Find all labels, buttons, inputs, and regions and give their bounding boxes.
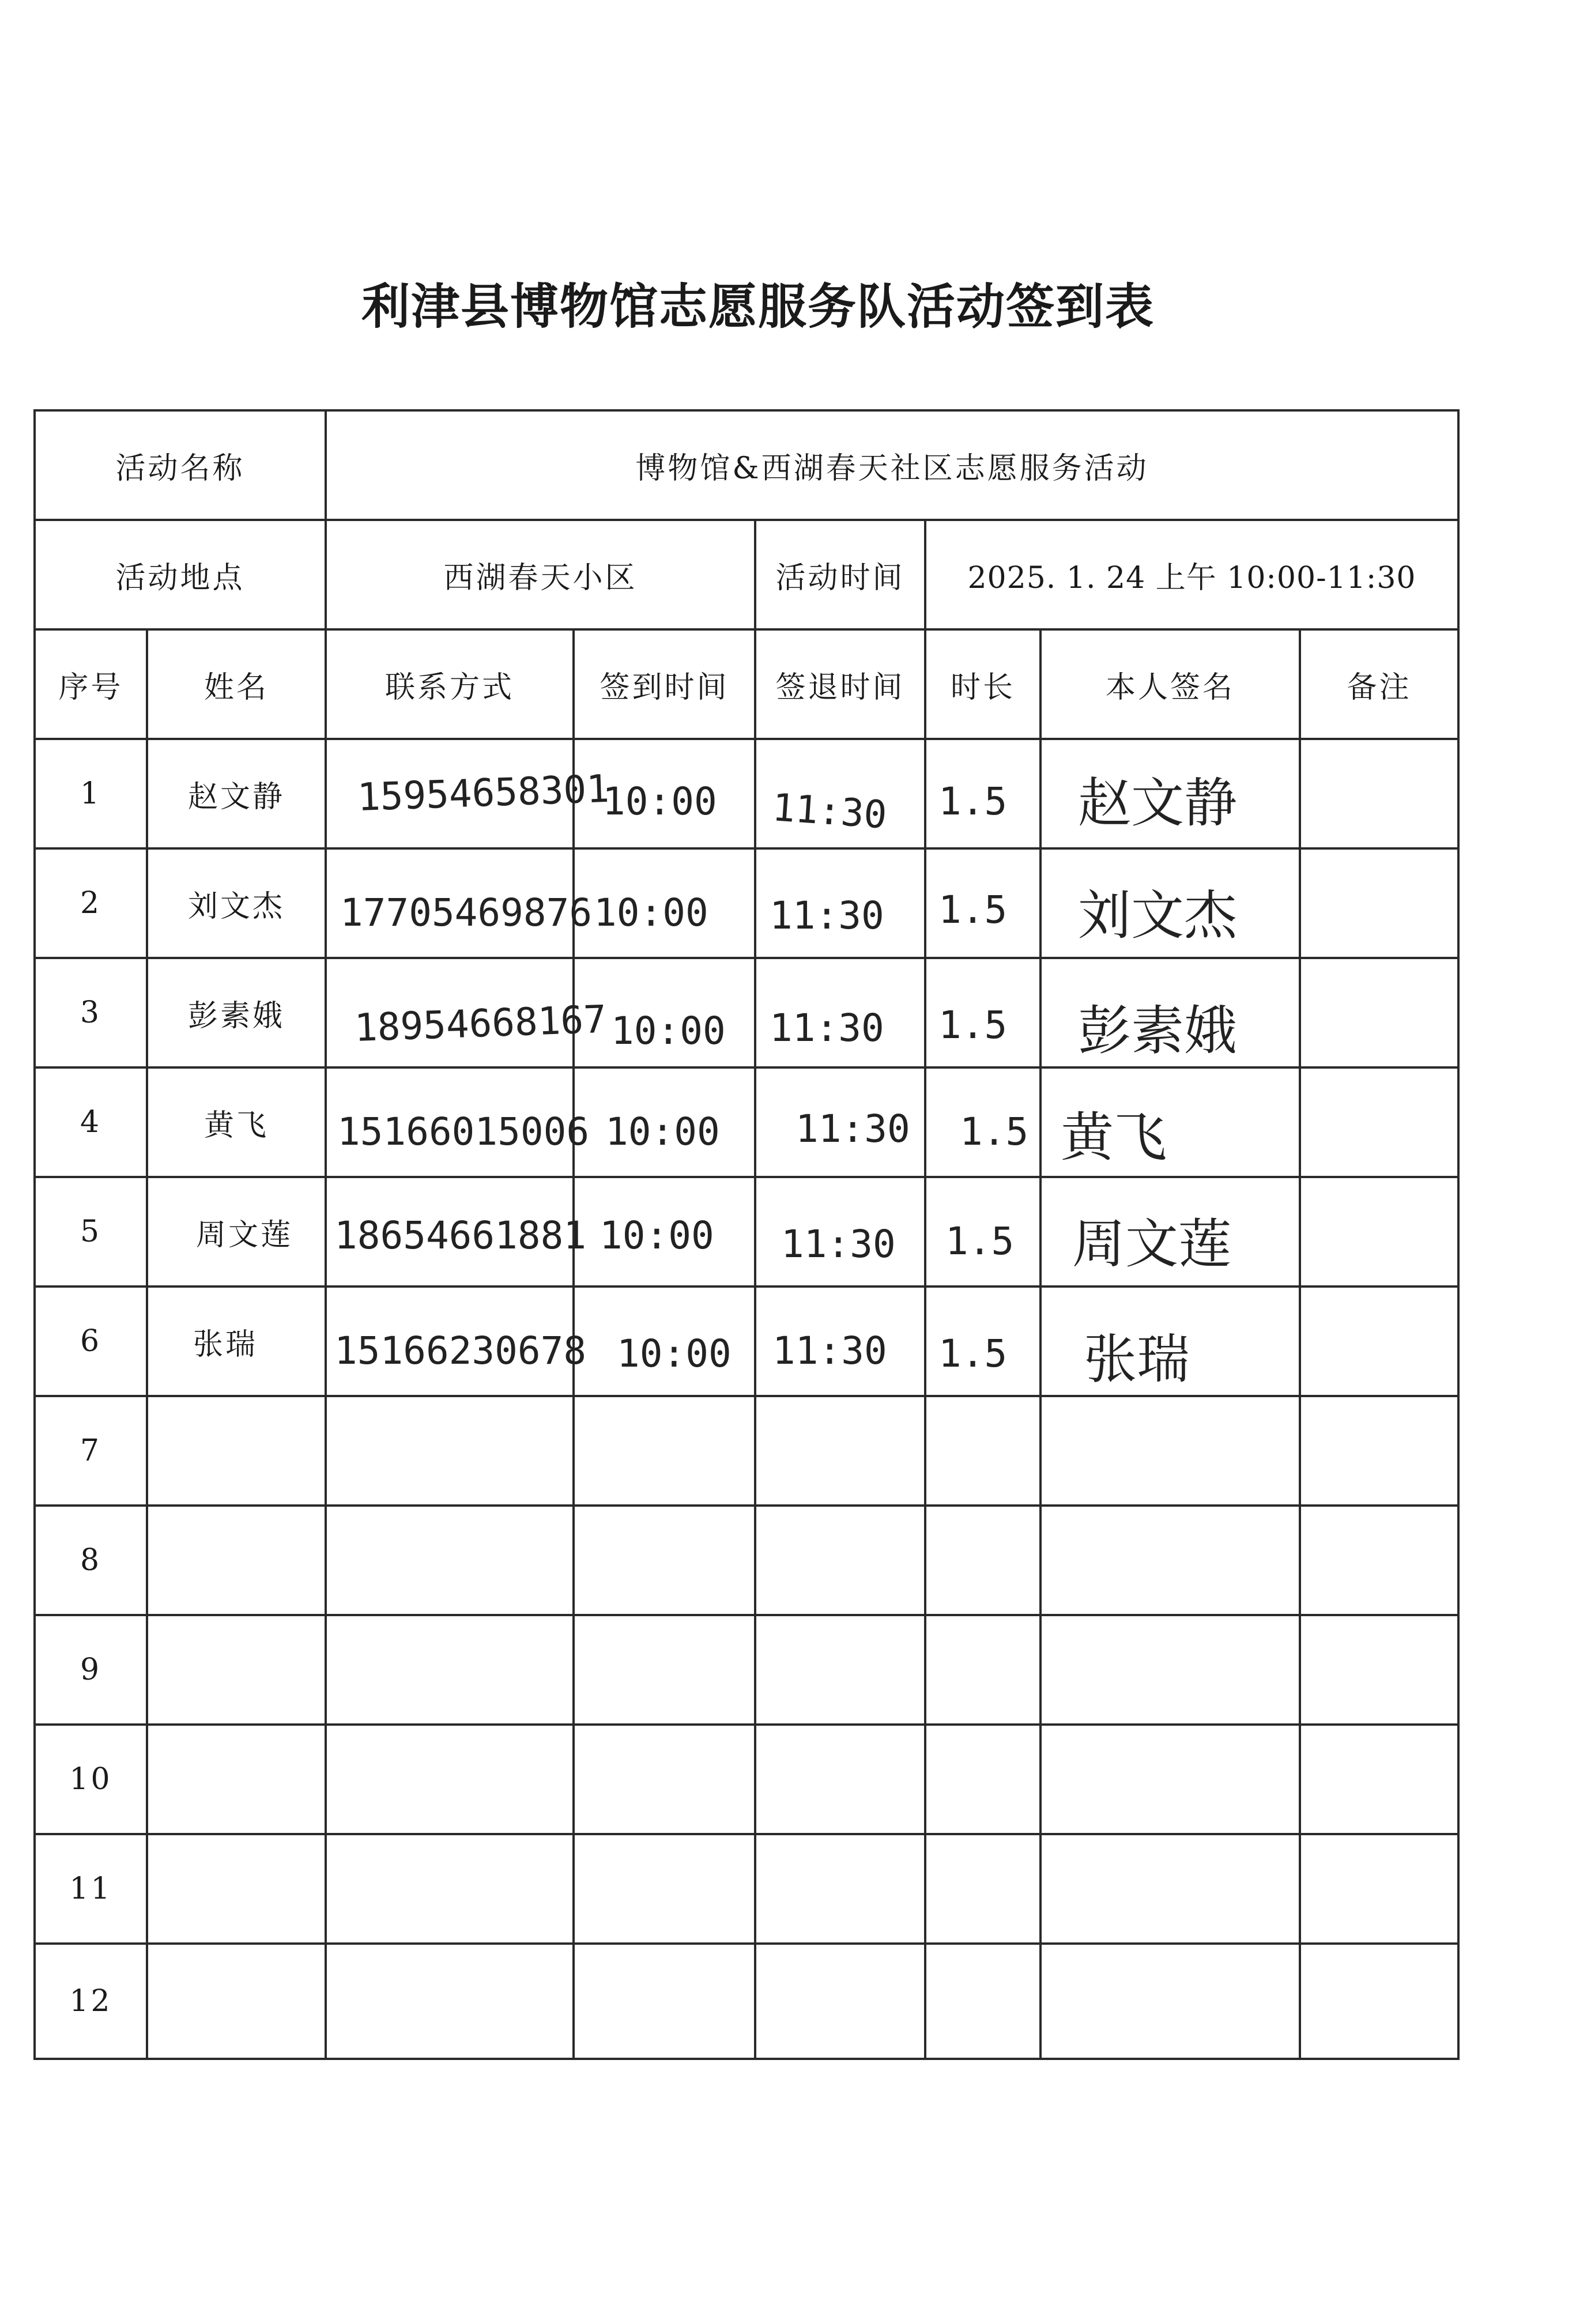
activity-time-value: 2025. 1. 24 上午 10:00-11:30 [967,560,1416,595]
handwritten-duration: 1.5 [938,1003,1008,1047]
handwritten-sign-in: 10:00 [602,779,717,824]
handwritten-sign-out: 11:30 [771,785,888,837]
handwritten-duration: 1.5 [938,779,1008,824]
handwritten-sign-in: 10:00 [594,891,708,935]
handwritten-sign-in: 10:00 [600,1213,714,1258]
handwritten-phone: 18954668167 [353,997,608,1050]
column-header-remarks: 备注 [1347,670,1412,705]
row-name: 张瑞 [193,1327,258,1362]
handwritten-signature: 彭素娥 [1078,1000,1238,1062]
row-number: 12 [69,1984,112,2019]
column-header-signature: 本人签名 [1105,670,1235,705]
column-header-sign-out-time: 签退时间 [775,670,905,705]
column-header-number: 序号 [58,670,123,705]
handwritten-duration: 1.5 [938,888,1008,932]
activity-name-label: 活动名称 [115,451,245,486]
handwritten-sign-out: 11:30 [772,1329,887,1373]
row-number: 9 [80,1653,102,1687]
row-name: 黄飞 [203,1108,269,1143]
handwritten-sign-in: 10:00 [617,1331,732,1376]
handwritten-sign-in: 10:00 [611,1009,726,1053]
handwritten-sign-out: 11:30 [770,893,884,938]
row-name: 赵文静 [187,779,285,814]
handwritten-signature: 刘文杰 [1078,885,1238,946]
row-name: 刘文杰 [187,889,285,924]
row-number: 11 [69,1872,112,1906]
row-number: 1 [80,776,102,811]
handwritten-sign-out: 11:30 [796,1107,910,1151]
handwritten-sign-out: 11:30 [781,1222,896,1266]
handwritten-signature: 黄飞 [1061,1107,1167,1168]
handwritten-signature: 周文莲 [1072,1213,1232,1275]
handwritten-phone: 18654661881 [334,1213,587,1258]
handwritten-sign-out: 11:30 [770,1006,884,1050]
handwritten-duration: 1.5 [945,1219,1015,1263]
row-name: 周文莲 [196,1217,293,1252]
handwritten-sign-in: 10:00 [605,1110,720,1154]
column-header-name: 姓名 [203,670,269,705]
handwritten-phone: 15166015006 [337,1110,590,1154]
handwritten-duration: 1.5 [938,1331,1008,1376]
column-header-duration: 时长 [950,670,1015,705]
row-number: 7 [80,1433,102,1468]
handwritten-duration: 1.5 [960,1110,1029,1154]
row-number: 10 [69,1762,112,1797]
activity-place-value: 西湖春天小区 [443,560,638,595]
handwritten-signature: 赵文静 [1078,772,1238,834]
handwritten-phone: 15166230678 [334,1329,587,1373]
handwritten-phone: 15954658301 [356,766,610,820]
row-number: 2 [80,886,102,920]
activity-time-label: 活动时间 [775,560,905,595]
row-number: 6 [80,1324,102,1359]
row-name: 彭素娥 [187,998,285,1033]
handwritten-phone: 17705469876 [340,891,593,935]
row-number: 3 [80,995,102,1030]
page-title: 利津县博物馆志愿服务队活动签到表 [361,278,1155,335]
activity-place-label: 活动地点 [115,560,245,595]
row-number: 8 [80,1543,102,1578]
row-number: 5 [80,1214,102,1249]
column-header-contact: 联系方式 [384,670,514,705]
row-number: 4 [80,1105,102,1140]
handwritten-signature: 张瑞 [1084,1329,1190,1390]
activity-name-value: 博物馆&西湖春天社区志愿服务活动 [635,451,1149,486]
column-header-sign-in-time: 签到时间 [600,670,729,705]
